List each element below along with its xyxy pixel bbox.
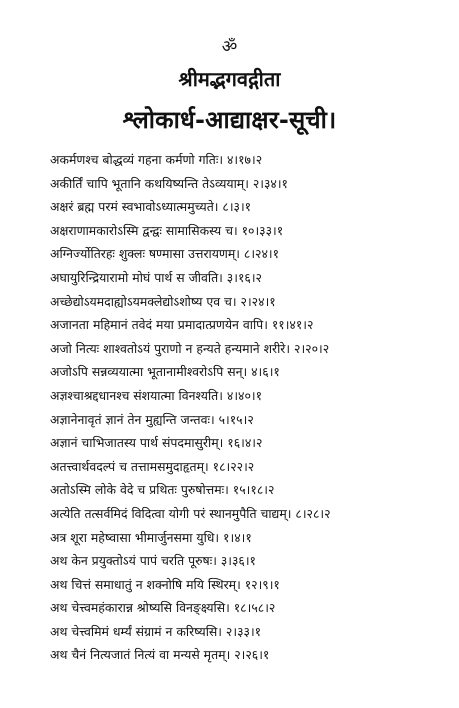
verse-entry: अकीर्तिं चापि भूतानि कथयिष्यन्ति तेऽव्ययाम्। २।३४।१ <box>50 175 288 191</box>
verse-entry: अजो नित्यः शाश्वतोऽयं पुराणो न हन्यते हन्यमाने शरीरे। २।२०।२ <box>50 340 330 356</box>
verse-entry: अग्निर्ज्योतिरहः शुक्लः षण्मासा उत्तरायणम्। ८।२४।१ <box>50 246 280 262</box>
verse-entry: अथ चेत्त्वमिमं धर्म्यं संग्रामं न करिष्यसि। २।३३।१ <box>50 623 262 639</box>
verse-entry: अत्येति तत्सर्वमिदं विदित्वा योगी परं स्थानमुपैति चाद्यम्। ८।२८।२ <box>50 505 331 521</box>
verse-entry: अथ चैनं नित्यजातं नित्यं वा मन्यसे मृतम्। २।२६।१ <box>50 647 270 663</box>
verse-entry: अत्र शूरा महेष्वासा भीमार्जुनसमा युधि। १।४।१ <box>50 529 252 545</box>
verse-entry: अजोऽपि सन्नव्ययात्मा भूतानामीश्वरोऽपि सन्। ४।६।१ <box>50 364 280 380</box>
verse-entry: अक्षरं ब्रह्म परमं स्वभावोऽध्यात्ममुच्यते। ८।३।१ <box>50 199 252 215</box>
verse-entry: अज्ञानं चाभिजातस्य पार्थ संपदमासुरीम्। १६।४।२ <box>50 435 263 451</box>
verse-entry: अथ चित्तं समाधातुं न शक्नोषि मयि स्थिरम्। १२।९।१ <box>50 576 280 592</box>
verse-entry: अकर्मणश्च बोद्धव्यं गहना कर्मणो गतिः। ४।१७।२ <box>50 152 263 167</box>
om-symbol: ॐ <box>221 37 238 57</box>
verse-entry: अतोऽस्मि लोके वेदे च प्रथितः पुरुषोत्तमः। १५।१८।२ <box>50 482 275 498</box>
index-title: श्लोकार्ध-आद्याक्षर-सूची। <box>122 106 337 134</box>
verse-entry: अज्ञानेनावृतं ज्ञानं तेन मुह्यन्ति जन्तवः। ५।१५।२ <box>50 411 254 427</box>
verse-entry: अतत्त्वार्थवदल्पं च तत्तामसमुदाहृतम्। १८।२२।२ <box>50 458 255 474</box>
book-title: श्रीमद्भगवद्गीता <box>178 67 281 91</box>
verse-entry: अक्षराणामकारोऽस्मि द्वन्द्वः सामासिकस्य च। १०।३३।१ <box>50 222 284 238</box>
verse-entry: अथ चेत्त्वमहंकारान्न श्रोष्यसि विनङ्क्ष्यसि। १८।५८।२ <box>50 600 276 616</box>
verse-entry: अज्ञश्चाश्रद्दधानश्च संशयात्मा विनश्यति। ४।४०।१ <box>50 387 263 403</box>
verse-entry: अच्छेद्योऽयमदाह्योऽयमक्लेद्योऽशोष्य एव च। २।२४।१ <box>50 293 276 309</box>
verse-entry: अघायुरिन्द्रियारामो मोघं पार्थ स जीवति। ३।१६।२ <box>50 269 262 285</box>
verse-entry: अजानता महिमानं तवेदं मया प्रमादात्प्रणयेन वापि। ११।४१।२ <box>50 317 314 333</box>
verse-entry: अथ केन प्रयुक्तोऽयं पापं चरति पूरुषः। ३।३६।१ <box>50 553 256 569</box>
verse-index-list <box>50 148 450 667</box>
